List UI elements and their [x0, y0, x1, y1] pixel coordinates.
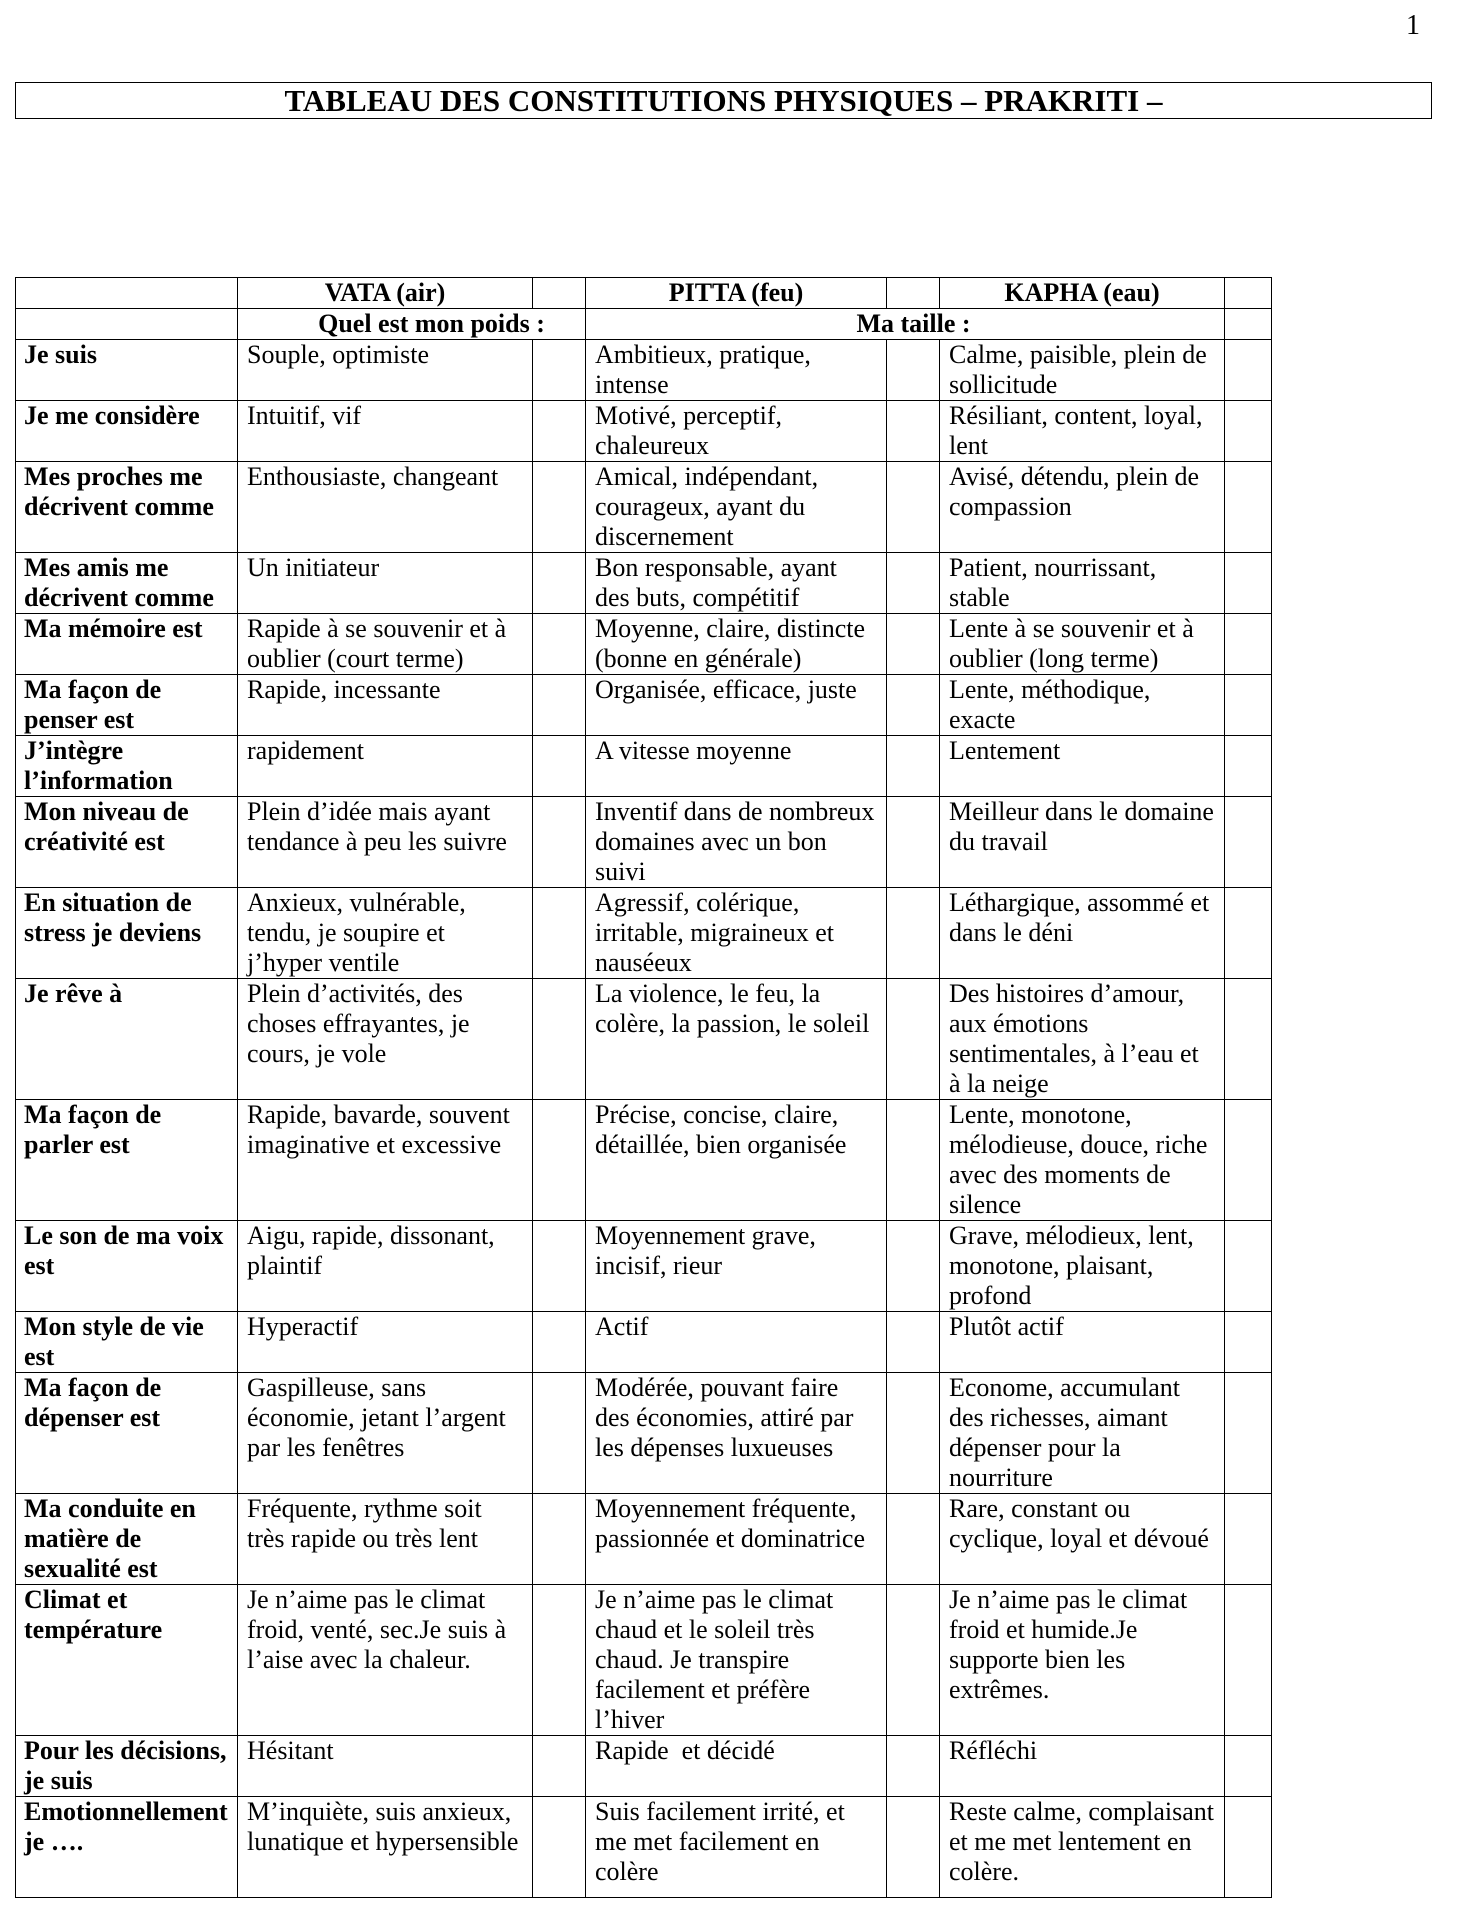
table-row — [16, 675, 1272, 736]
table-row — [16, 888, 1272, 979]
vata-answer-cell — [533, 1494, 586, 1585]
kapha-cell: Patient, nourrissant, stable — [940, 553, 1225, 614]
pitta-answer-cell — [887, 1797, 940, 1898]
kapha-cell: Meilleur dans le domaine du travail — [940, 797, 1225, 888]
pitta-answer-cell — [887, 340, 940, 401]
table-row — [16, 614, 1272, 675]
header-pitta-answer-cell — [887, 278, 940, 309]
row-label: Mon niveau de créativité est — [16, 797, 238, 888]
header-vata: VATA (air) — [238, 278, 533, 309]
subheader-blank-cell — [16, 309, 238, 340]
weight-question: Quel est mon poids : — [238, 309, 586, 340]
row-label: Ma façon de parler est — [16, 1100, 238, 1221]
header-blank-cell — [16, 278, 238, 309]
pitta-answer-cell — [887, 1312, 940, 1373]
vata-answer-cell — [533, 462, 586, 553]
kapha-cell: Lentement — [940, 736, 1225, 797]
pitta-cell: Précise, concise, claire, détaillée, bien organisée — [586, 1100, 887, 1221]
pitta-cell: Amical, indépendant, courageux, ayant du discernement — [586, 462, 887, 553]
kapha-cell: Léthargique, assommé et dans le déni — [940, 888, 1225, 979]
table-row — [16, 979, 1272, 1100]
pitta-answer-cell — [887, 462, 940, 553]
vata-answer-cell — [533, 1585, 586, 1736]
kapha-answer-cell — [1225, 888, 1272, 979]
table-row — [16, 797, 1272, 888]
pitta-cell: Bon responsable, ayant des buts, compétitif — [586, 553, 887, 614]
pitta-cell: Rapide et décidé — [586, 1736, 887, 1797]
pitta-answer-cell — [887, 1585, 940, 1736]
row-label: Ma mémoire est — [16, 614, 238, 675]
row-label: Mes proches me décrivent comme — [16, 462, 238, 553]
vata-answer-cell — [533, 979, 586, 1100]
pitta-cell: Motivé, perceptif, chaleureux — [586, 401, 887, 462]
row-label: Emotionnellement je …. — [16, 1797, 238, 1898]
pitta-cell: Moyennement fréquente, passionnée et dominatrice — [586, 1494, 887, 1585]
kapha-answer-cell — [1225, 462, 1272, 553]
page-number: 1 — [1406, 10, 1420, 41]
kapha-cell: Des histoires d’amour, aux émotions sentimentales, à l’eau et à la neige — [940, 979, 1225, 1100]
vata-cell: Anxieux, vulnérable, tendu, je soupire et j’hyper ventile — [238, 888, 533, 979]
vata-cell: Plein d’activités, des choses effrayantes, je cours, je vole — [238, 979, 533, 1100]
header-row — [16, 278, 1272, 309]
table-body — [16, 278, 1272, 1898]
row-label: Climat et température — [16, 1585, 238, 1736]
kapha-answer-cell — [1225, 1373, 1272, 1494]
pitta-cell: Moyennement grave, incisif, rieur — [586, 1221, 887, 1312]
table-row — [16, 1494, 1272, 1585]
row-label: Ma conduite en matière de sexualité est — [16, 1494, 238, 1585]
table-row — [16, 1373, 1272, 1494]
table-row — [16, 1797, 1272, 1898]
kapha-cell: Econome, accumulant des richesses, aimant dépenser pour la nourriture — [940, 1373, 1225, 1494]
kapha-answer-cell — [1225, 1585, 1272, 1736]
pitta-cell: Ambitieux, pratique, intense — [586, 340, 887, 401]
table-row — [16, 1736, 1272, 1797]
subheader-row — [16, 309, 1272, 340]
vata-answer-cell — [533, 614, 586, 675]
pitta-cell: Je n’aime pas le climat chaud et le soleil très chaud. Je transpire facilement et préfère l’hiver — [586, 1585, 887, 1736]
vata-answer-cell — [533, 1221, 586, 1312]
row-label: Mes amis me décrivent comme — [16, 553, 238, 614]
table-row — [16, 553, 1272, 614]
vata-cell: Plein d’idée mais ayant tendance à peu les suivre — [238, 797, 533, 888]
kapha-answer-cell — [1225, 1494, 1272, 1585]
kapha-answer-cell — [1225, 553, 1272, 614]
kapha-cell: Rare, constant ou cyclique, loyal et dévoué — [940, 1494, 1225, 1585]
header-kapha: KAPHA (eau) — [940, 278, 1225, 309]
pitta-cell: Inventif dans de nombreux domaines avec un bon suivi — [586, 797, 887, 888]
kapha-cell: Avisé, détendu, plein de compassion — [940, 462, 1225, 553]
kapha-answer-cell — [1225, 1736, 1272, 1797]
vata-cell: M’inquiète, suis anxieux, lunatique et hypersensible — [238, 1797, 533, 1898]
subheader-end-cell — [1225, 309, 1272, 340]
pitta-answer-cell — [887, 614, 940, 675]
kapha-answer-cell — [1225, 979, 1272, 1100]
vata-cell: Fréquente, rythme soit très rapide ou très lent — [238, 1494, 533, 1585]
row-label: Je rêve à — [16, 979, 238, 1100]
vata-answer-cell — [533, 675, 586, 736]
kapha-answer-cell — [1225, 1797, 1272, 1898]
kapha-answer-cell — [1225, 675, 1272, 736]
vata-cell: Gaspilleuse, sans économie, jetant l’argent par les fenêtres — [238, 1373, 533, 1494]
table-row — [16, 1100, 1272, 1221]
page-title: TABLEAU DES CONSTITUTIONS PHYSIQUES – PRAKRITI – — [284, 82, 1163, 118]
vata-cell: Rapide, bavarde, souvent imaginative et excessive — [238, 1100, 533, 1221]
pitta-answer-cell — [887, 979, 940, 1100]
kapha-cell: Je n’aime pas le climat froid et humide.Je supporte bien les extrêmes. — [940, 1585, 1225, 1736]
kapha-answer-cell — [1225, 1221, 1272, 1312]
constitution-table — [15, 277, 1272, 1898]
pitta-answer-cell — [887, 736, 940, 797]
kapha-answer-cell — [1225, 1312, 1272, 1373]
row-label: Ma façon de penser est — [16, 675, 238, 736]
pitta-cell: Organisée, efficace, juste — [586, 675, 887, 736]
table-row — [16, 462, 1272, 553]
height-question: Ma taille : — [586, 309, 1225, 340]
kapha-answer-cell — [1225, 340, 1272, 401]
pitta-answer-cell — [887, 1373, 940, 1494]
kapha-answer-cell — [1225, 401, 1272, 462]
vata-cell: Enthousiaste, changeant — [238, 462, 533, 553]
table-row — [16, 401, 1272, 462]
vata-answer-cell — [533, 1736, 586, 1797]
pitta-cell: Modérée, pouvant faire des économies, attiré par les dépenses luxueuses — [586, 1373, 887, 1494]
table-row — [16, 1312, 1272, 1373]
kapha-cell: Grave, mélodieux, lent, monotone, plaisant, profond — [940, 1221, 1225, 1312]
row-label: En situation de stress je deviens — [16, 888, 238, 979]
title-box — [15, 82, 1432, 119]
header-kapha-answer-cell — [1225, 278, 1272, 309]
pitta-answer-cell — [887, 888, 940, 979]
vata-answer-cell — [533, 888, 586, 979]
kapha-cell: Plutôt actif — [940, 1312, 1225, 1373]
pitta-cell: Actif — [586, 1312, 887, 1373]
vata-cell: Aigu, rapide, dissonant, plaintif — [238, 1221, 533, 1312]
row-label: J’intègre l’information — [16, 736, 238, 797]
vata-answer-cell — [533, 401, 586, 462]
pitta-cell: Moyenne, claire, distincte (bonne en générale) — [586, 614, 887, 675]
kapha-answer-cell — [1225, 797, 1272, 888]
header-pitta: PITTA (feu) — [586, 278, 887, 309]
vata-answer-cell — [533, 553, 586, 614]
pitta-cell: La violence, le feu, la colère, la passion, le soleil — [586, 979, 887, 1100]
vata-cell: rapidement — [238, 736, 533, 797]
kapha-answer-cell — [1225, 1100, 1272, 1221]
pitta-cell: A vitesse moyenne — [586, 736, 887, 797]
pitta-cell: Agressif, colérique, irritable, migraineux et nauséeux — [586, 888, 887, 979]
kapha-answer-cell — [1225, 614, 1272, 675]
kapha-cell: Réfléchi — [940, 1736, 1225, 1797]
kapha-cell: Lente, monotone, mélodieuse, douce, riche avec des moments de silence — [940, 1100, 1225, 1221]
vata-answer-cell — [533, 340, 586, 401]
vata-answer-cell — [533, 797, 586, 888]
row-label: Je suis — [16, 340, 238, 401]
vata-answer-cell — [533, 1312, 586, 1373]
vata-cell: Je n’aime pas le climat froid, venté, sec.Je suis à l’aise avec la chaleur. — [238, 1585, 533, 1736]
header-vata-answer-cell — [533, 278, 586, 309]
table-row — [16, 736, 1272, 797]
pitta-answer-cell — [887, 675, 940, 736]
pitta-cell: Suis facilement irrité, et me met facilement en colère — [586, 1797, 887, 1898]
row-label: Mon style de vie est — [16, 1312, 238, 1373]
vata-cell: Rapide à se souvenir et à oublier (court terme) — [238, 614, 533, 675]
row-label: Pour les décisions, je suis — [16, 1736, 238, 1797]
pitta-answer-cell — [887, 1221, 940, 1312]
vata-cell: Un initiateur — [238, 553, 533, 614]
kapha-cell: Calme, paisible, plein de sollicitude — [940, 340, 1225, 401]
kapha-cell: Résiliant, content, loyal, lent — [940, 401, 1225, 462]
kapha-cell: Reste calme, complaisant et me met lentement en colère. — [940, 1797, 1225, 1898]
pitta-answer-cell — [887, 401, 940, 462]
table-row — [16, 340, 1272, 401]
row-label: Ma façon de dépenser est — [16, 1373, 238, 1494]
pitta-answer-cell — [887, 1100, 940, 1221]
kapha-cell: Lente à se souvenir et à oublier (long terme) — [940, 614, 1225, 675]
pitta-answer-cell — [887, 553, 940, 614]
kapha-cell: Lente, méthodique, exacte — [940, 675, 1225, 736]
table-row — [16, 1585, 1272, 1736]
table-row — [16, 1221, 1272, 1312]
pitta-answer-cell — [887, 1494, 940, 1585]
row-label: Je me considère — [16, 401, 238, 462]
vata-answer-cell — [533, 1797, 586, 1898]
vata-cell: Hésitant — [238, 1736, 533, 1797]
vata-answer-cell — [533, 736, 586, 797]
vata-cell: Rapide, incessante — [238, 675, 533, 736]
kapha-answer-cell — [1225, 736, 1272, 797]
vata-answer-cell — [533, 1373, 586, 1494]
vata-cell: Hyperactif — [238, 1312, 533, 1373]
pitta-answer-cell — [887, 1736, 940, 1797]
pitta-answer-cell — [887, 797, 940, 888]
vata-answer-cell — [533, 1100, 586, 1221]
row-label: Le son de ma voix est — [16, 1221, 238, 1312]
vata-cell: Souple, optimiste — [238, 340, 533, 401]
vata-cell: Intuitif, vif — [238, 401, 533, 462]
